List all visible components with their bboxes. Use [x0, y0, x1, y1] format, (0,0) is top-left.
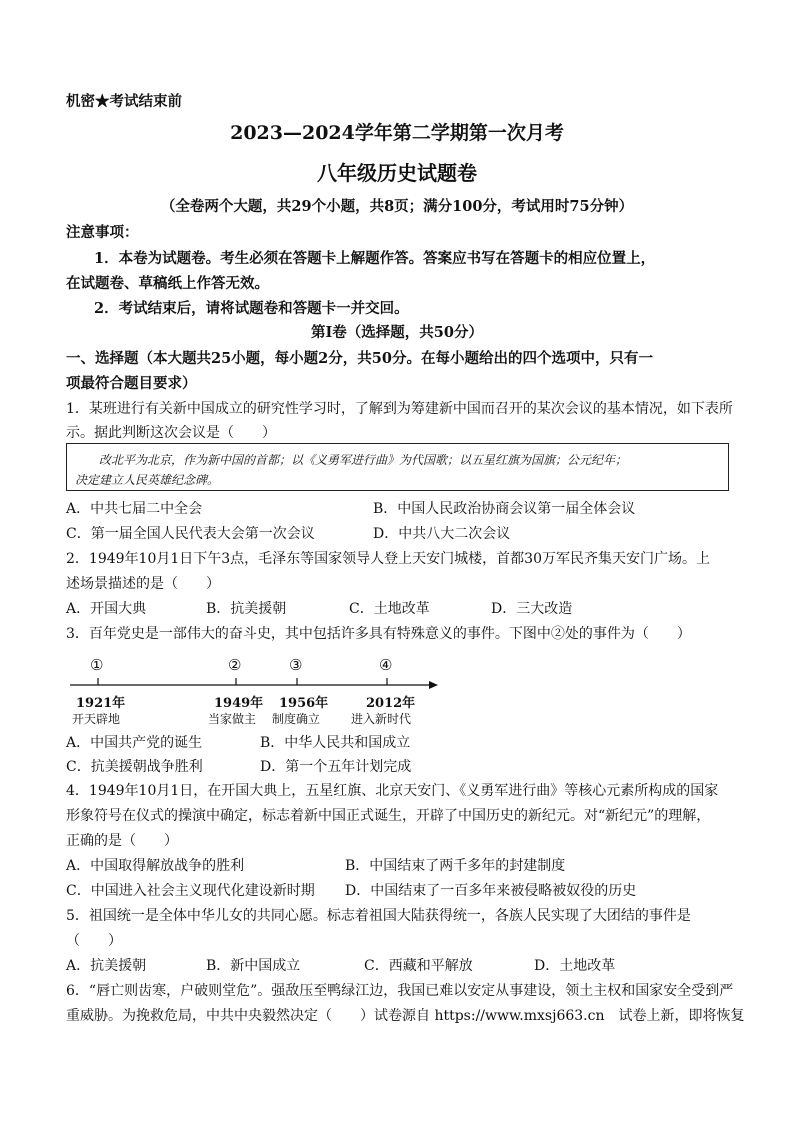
- q6-stem-line-2: 重威胁。为挽救危局，中共中央毅然决定（ ）试卷源自 https://www.mxsj663.cn 试卷上新，即将恢复: [66, 1008, 745, 1024]
- timeline-marker-4: ④: [379, 656, 393, 674]
- exam-title: 2023—2024学年第二学期第一次月考: [230, 122, 564, 144]
- q2-option-d: D．三大改造: [491, 601, 573, 617]
- timeline-label-2: 当家做主: [208, 712, 257, 726]
- exam-info: （全卷两个大题，共29个小题，共8页；满分100分，考试用时75分钟）: [160, 198, 634, 215]
- q5-option-a: A．抗美援朝: [66, 958, 147, 974]
- q4-stem-line-2: 形象符号在仪式的操演中确定，标志着新中国正式诞生，开辟了中国历史的新纪元。对“新纪元”的理解，: [66, 808, 711, 824]
- q2-option-a: A．开国大典: [66, 601, 147, 617]
- q3-option-b: B．中华人民共和国成立: [260, 735, 411, 751]
- timeline-label-3: 制度确立: [272, 712, 321, 726]
- q4-option-a: A．中国取得解放战争的胜利: [66, 858, 245, 874]
- section-heading-line-1: 一、选择题（本大题共25小题，每小题2分，共50分。在每小题给出的四个选项中，只有一: [66, 350, 653, 367]
- part-title: 第Ⅰ卷（选择题，共50分）: [311, 324, 483, 341]
- q3-option-c: C．抗美援朝战争胜利: [66, 759, 203, 775]
- section-heading-line-2: 项最符合题目要求）: [66, 375, 197, 392]
- q1-box-line-1: 改北平为北京，作为新中国的首都；以《义勇军进行曲》为代国歌；以五星红旗为国旗；公元纪年；: [99, 453, 628, 467]
- timeline-marker-2: ②: [228, 656, 242, 674]
- note-item-2: 2．考试结束后，请将试题卷和答题卡一并交回。: [94, 300, 409, 317]
- q1-option-b: B．中国人民政治协商会议第一届全体会议: [373, 501, 636, 517]
- q3-stem-line-1: 3．百年党史是一部伟大的奋斗史，其中包括许多具有特殊意义的事件。下图中②处的事件为（ ）: [66, 626, 691, 642]
- q4-option-d: D．中国结束了一百多年来被侵略被奴役的历史: [345, 883, 637, 899]
- q1-info-box: [66, 443, 729, 491]
- q1-stem-line-1: 1．某班进行有关新中国成立的研究性学习时，了解到为筹建新中国而召开的某次会议的基本情况，如下表所: [66, 401, 733, 417]
- timeline-marker-3: ③: [289, 656, 303, 674]
- exam-subtitle: 八年级历史试题卷: [317, 161, 477, 185]
- q4-stem-line-1: 4．1949年10月1日，在开国大典上，五星红旗、北京天安门、《义勇军进行曲》等核心元素所构成的国家: [66, 783, 719, 799]
- q3-option-a: A．中国共产党的诞生: [66, 735, 203, 751]
- q4-stem-line-3: 正确的是（ ）: [66, 833, 178, 849]
- notes-heading: 注意事项：: [66, 224, 139, 241]
- timeline-year-1949: 1949年: [214, 696, 264, 711]
- timeline-marker-1: ①: [90, 656, 104, 674]
- timeline-label-4: 进入新时代: [351, 712, 412, 726]
- note-item-1-line-1: 1．本卷为试题卷。考生必须在答题卡上解题作答。答案应书写在答题卡的相应位置上，: [94, 250, 656, 267]
- q5-option-c: C．西藏和平解放: [364, 958, 473, 974]
- q2-option-b: B．抗美援朝: [206, 601, 287, 617]
- q1-stem-line-2: 示。据此判断这次会议是（ ）: [66, 425, 276, 441]
- note-item-1-line-2: 在试题卷、草稿纸上作答无效。: [66, 275, 269, 292]
- timeline-year-2012: 2012年: [366, 696, 416, 711]
- q5-option-b: B．新中国成立: [206, 958, 301, 974]
- q5-stem-line-2: （ ）: [66, 933, 122, 949]
- q1-option-d: D．中共八大二次会议: [373, 526, 511, 542]
- timeline-year-1956: 1956年: [279, 696, 329, 711]
- q6-stem-line-1: 6．“唇亡则齿寒，户破则堂危”。强敌压至鸭绿江边，我国已难以安定从事建设，领土主权和国家安全受到严: [66, 983, 734, 999]
- q2-option-c: C．土地改革: [349, 601, 430, 617]
- q2-stem-line-1: 2．1949年10月1日下午3点，毛泽东等国家领导人登上天安门城楼，首都30万军民齐集天安门广场。上: [66, 551, 710, 567]
- q5-option-d: D．土地改革: [534, 958, 616, 974]
- q2-stem-line-2: 述场景描述的是（ ）: [66, 576, 220, 592]
- timeline-year-1921: 1921年: [76, 696, 126, 711]
- timeline-label-1: 开天辟地: [72, 712, 121, 726]
- q5-stem-line-1: 5．祖国统一是全体中华儿女的共同心愿。标志着祖国大陆获得统一，各族人民实现了大团结的事件是: [66, 908, 691, 924]
- q4-option-c: C．中国进入社会主义现代化建设新时期: [66, 883, 315, 899]
- confidential-label: 机密★考试结束前: [66, 93, 182, 110]
- q1-option-c: C．第一届全国人民代表大会第一次会议: [66, 526, 315, 542]
- q1-option-a: A．中共七届二中全会: [66, 501, 203, 517]
- q3-option-d: D．第一个五年计划完成: [260, 759, 412, 775]
- q3-timeline: [66, 650, 446, 730]
- q1-box-line-2: 决定建立人民英雄纪念碑。: [75, 473, 220, 487]
- q4-option-b: B．中国结束了两千多年的封建制度: [345, 858, 566, 874]
